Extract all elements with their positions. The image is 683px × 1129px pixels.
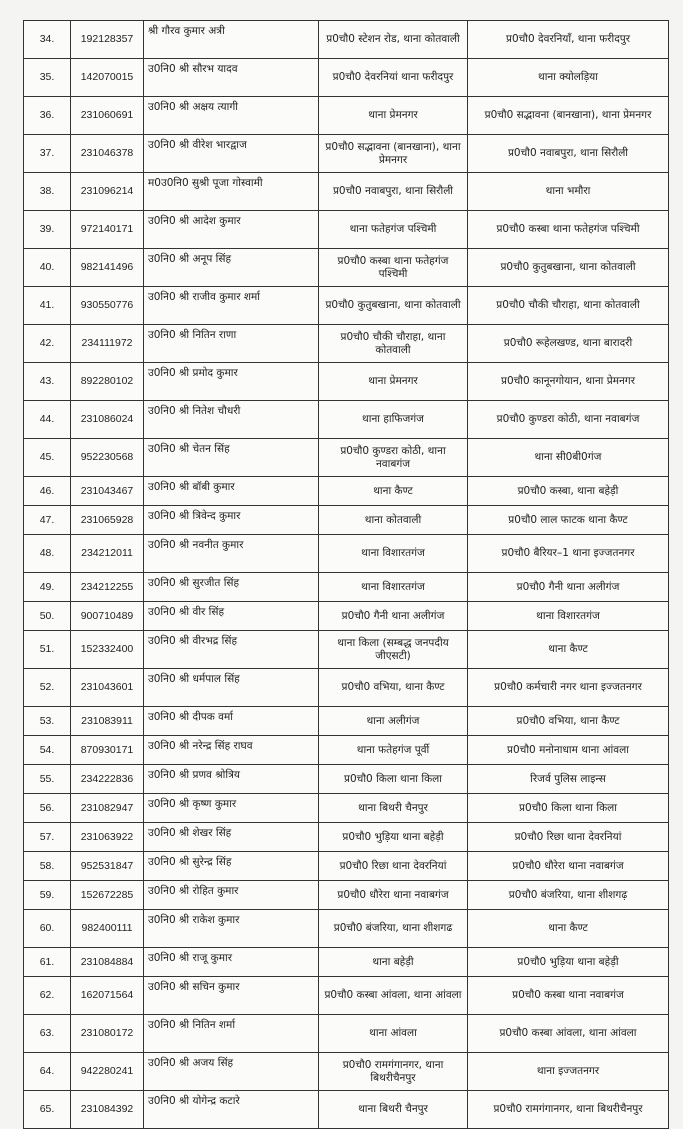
current-posting-cell: प्र0चौ0 सद्भावना (बानखाना), थाना प्रेमनगर [319, 135, 468, 173]
serial-number-cell: 44. [24, 401, 71, 439]
new-posting-cell: प्र0चौ0 चौकी चौराहा, थाना कोतवाली [468, 287, 669, 325]
officer-name-cell: उ0नि0 श्री वीरेश भारद्वाज [144, 135, 319, 173]
new-posting-cell: प्र0चौ0 कस्बा थाना नवाबगंज [468, 977, 669, 1015]
serial-number-cell: 57. [24, 823, 71, 852]
pno-cell: 231043601 [71, 669, 144, 707]
serial-number-cell: 43. [24, 363, 71, 401]
serial-number-cell: 47. [24, 506, 71, 535]
new-posting-cell: थाना भमौरा [468, 173, 669, 211]
pno-cell: 972140171 [71, 211, 144, 249]
table-row [24, 881, 669, 910]
new-posting-cell: प्र0चौ0 गैनी थाना अलीगंज [468, 573, 669, 602]
new-posting-cell: प्र0चौ0 कर्मचारी नगर थाना इज्जतनगर [468, 669, 669, 707]
new-posting-cell: रिजर्व पुलिस लाइन्स [468, 765, 669, 794]
pno-cell: 234212011 [71, 535, 144, 573]
serial-number-cell: 54. [24, 736, 71, 765]
new-posting-cell: थाना कैण्ट [468, 910, 669, 948]
pno-cell: 231096214 [71, 173, 144, 211]
new-posting-cell: प्र0चौ0 बैरियर–1 थाना इज्जतनगर [468, 535, 669, 573]
officer-name-cell: उ0नि0 श्री शेखर सिंह [144, 823, 319, 852]
table-row [24, 573, 669, 602]
new-posting-cell: प्र0चौ0 देवरनियाँ, थाना फरीदपुर [468, 21, 669, 59]
officer-name-cell: उ0नि0 श्री बॉबी कुमार [144, 477, 319, 506]
current-posting-cell: थाना बहेड़ी [319, 948, 468, 977]
officer-name-cell: उ0नि0 श्री धर्मपाल सिंह [144, 669, 319, 707]
pno-cell: 952230568 [71, 439, 144, 477]
table-row [24, 948, 669, 977]
current-posting-cell: प्र0चौ0 कुतुबखाना, थाना कोतवाली [319, 287, 468, 325]
serial-number-cell: 58. [24, 852, 71, 881]
officer-name-cell: उ0नि0 श्री वीरभद्र सिंह [144, 631, 319, 669]
table-row [24, 1053, 669, 1091]
serial-number-cell: 34. [24, 21, 71, 59]
new-posting-cell: प्र0चौ0 कस्बा, थाना बहेड़ी [468, 477, 669, 506]
pno-cell: 231083911 [71, 707, 144, 736]
pno-cell: 231084392 [71, 1091, 144, 1129]
current-posting-cell: थाना प्रेमनगर [319, 97, 468, 135]
pno-cell: 231060691 [71, 97, 144, 135]
current-posting-cell: प्र0चौ0 किला थाना किला [319, 765, 468, 794]
table-row [24, 439, 669, 477]
officer-name-cell: उ0नि0 श्री नरेन्द्र सिंह राघव [144, 736, 319, 765]
pno-cell: 234111972 [71, 325, 144, 363]
current-posting-cell: थाना प्रेमनगर [319, 363, 468, 401]
new-posting-cell: प्र0चौ0 नवाबपुरा, थाना सिरौली [468, 135, 669, 173]
serial-number-cell: 35. [24, 59, 71, 97]
pno-cell: 231063922 [71, 823, 144, 852]
officer-name-cell: उ0नि0 श्री राकेश कुमार [144, 910, 319, 948]
current-posting-cell: थाना विशारतगंज [319, 573, 468, 602]
current-posting-cell: थाना फतेहगंज पूर्वी [319, 736, 468, 765]
current-posting-cell: थाना कोतवाली [319, 506, 468, 535]
serial-number-cell: 39. [24, 211, 71, 249]
serial-number-cell: 45. [24, 439, 71, 477]
pno-cell: 930550776 [71, 287, 144, 325]
new-posting-cell: थाना इज्जतनगर [468, 1053, 669, 1091]
officer-name-cell: उ0नि0 श्री नितेश चौधरी [144, 401, 319, 439]
new-posting-cell: प्र0चौ0 कुण्डरा कोठी, थाना नवाबगंज [468, 401, 669, 439]
table-row [24, 977, 669, 1015]
pno-cell: 231065928 [71, 506, 144, 535]
serial-number-cell: 65. [24, 1091, 71, 1129]
serial-number-cell: 41. [24, 287, 71, 325]
serial-number-cell: 63. [24, 1015, 71, 1053]
current-posting-cell: थाना किला (सम्बद्ध जनपदीय जीएसटी) [319, 631, 468, 669]
current-posting-cell: थाना विशारतगंज [319, 535, 468, 573]
serial-number-cell: 64. [24, 1053, 71, 1091]
current-posting-cell: प्र0चौ0 गैनी थाना अलीगंज [319, 602, 468, 631]
current-posting-cell: प्र0चौ0 धौरेरा थाना नवाबगंज [319, 881, 468, 910]
new-posting-cell: थाना कैण्ट [468, 631, 669, 669]
serial-number-cell: 55. [24, 765, 71, 794]
table-row [24, 135, 669, 173]
table-row [24, 1091, 669, 1129]
current-posting-cell: थाना कैण्ट [319, 477, 468, 506]
table-row [24, 325, 669, 363]
officer-name-cell: उ0नि0 श्री नितिन शर्मा [144, 1015, 319, 1053]
pno-cell: 952531847 [71, 852, 144, 881]
officer-name-cell: उ0नि0 श्री योगेन्द्र कटारे [144, 1091, 319, 1129]
new-posting-cell: प्र0चौ0 रामगंगानगर, थाना बिथरीचैनपुर [468, 1091, 669, 1129]
table-row [24, 1015, 669, 1053]
table-row [24, 707, 669, 736]
serial-number-cell: 36. [24, 97, 71, 135]
pno-cell: 231043467 [71, 477, 144, 506]
new-posting-cell: प्र0चौ0 कुतुबखाना, थाना कोतवाली [468, 249, 669, 287]
new-posting-cell: प्र0चौ0 रिछा थाना देवरनियां [468, 823, 669, 852]
officer-name-cell: उ0नि0 श्री अनूप सिंह [144, 249, 319, 287]
serial-number-cell: 62. [24, 977, 71, 1015]
new-posting-cell: प्र0चौ0 बंजरिया, थाना शीशगढ़ [468, 881, 669, 910]
table-row [24, 363, 669, 401]
pno-cell: 231080172 [71, 1015, 144, 1053]
pno-cell: 162071564 [71, 977, 144, 1015]
table-row [24, 910, 669, 948]
current-posting-cell: प्र0चौ0 नवाबपुरा, थाना सिरौली [319, 173, 468, 211]
table-row [24, 794, 669, 823]
pno-cell: 231082947 [71, 794, 144, 823]
current-posting-cell: थाना अलीगंज [319, 707, 468, 736]
table-row [24, 852, 669, 881]
new-posting-cell: प्र0चौ0 धौरेरा थाना नवाबगंज [468, 852, 669, 881]
officer-name-cell: उ0नि0 श्री सौरभ यादव [144, 59, 319, 97]
serial-number-cell: 42. [24, 325, 71, 363]
current-posting-cell: प्र0चौ0 कुण्डरा कोठी, थाना नवाबगंज [319, 439, 468, 477]
serial-number-cell: 48. [24, 535, 71, 573]
pno-cell: 152672285 [71, 881, 144, 910]
officer-name-cell: उ0नि0 श्री सचिन कुमार [144, 977, 319, 1015]
officer-name-cell: उ0नि0 श्री चेतन सिंह [144, 439, 319, 477]
pno-cell: 152332400 [71, 631, 144, 669]
current-posting-cell: प्र0चौ0 स्टेशन रोड, थाना कोतवाली [319, 21, 468, 59]
table-row [24, 669, 669, 707]
officer-name-cell: उ0नि0 श्री राजीव कुमार शर्मा [144, 287, 319, 325]
pno-cell: 982141496 [71, 249, 144, 287]
officer-name-cell: उ0नि0 श्री अक्षय त्यागी [144, 97, 319, 135]
table-row [24, 21, 669, 59]
new-posting-cell: प्र0चौ0 कस्बा थाना फतेहगंज पश्चिमी [468, 211, 669, 249]
pno-cell: 870930171 [71, 736, 144, 765]
officer-name-cell: उ0नि0 श्री राजू कुमार [144, 948, 319, 977]
serial-number-cell: 53. [24, 707, 71, 736]
serial-number-cell: 60. [24, 910, 71, 948]
officer-name-cell: उ0नि0 श्री नितिन राणा [144, 325, 319, 363]
pno-cell: 234212255 [71, 573, 144, 602]
new-posting-cell: प्र0चौ0 मनोनाधाम थाना आंवला [468, 736, 669, 765]
current-posting-cell: प्र0चौ0 देवरनियां थाना फरीदपुर [319, 59, 468, 97]
pno-cell: 142070015 [71, 59, 144, 97]
current-posting-cell: थाना बिथरी चैनपुर [319, 794, 468, 823]
new-posting-cell: थाना विशारतगंज [468, 602, 669, 631]
serial-number-cell: 46. [24, 477, 71, 506]
table-body [24, 21, 669, 1129]
serial-number-cell: 61. [24, 948, 71, 977]
current-posting-cell: थाना बिथरी चैनपुर [319, 1091, 468, 1129]
transfer-table [23, 20, 669, 1129]
officer-name-cell: उ0नि0 श्री त्रिवेन्द कुमार [144, 506, 319, 535]
serial-number-cell: 51. [24, 631, 71, 669]
table-row [24, 287, 669, 325]
new-posting-cell: प्र0चौ0 कस्बा आंवला, थाना आंवला [468, 1015, 669, 1053]
pno-cell: 900710489 [71, 602, 144, 631]
current-posting-cell: प्र0चौ0 रिछा थाना देवरनियां [319, 852, 468, 881]
table-row [24, 401, 669, 439]
new-posting-cell: प्र0चौ0 सद्भावना (बानखाना), थाना प्रेमनगर [468, 97, 669, 135]
current-posting-cell: प्र0चौ0 कस्बा आंवला, थाना आंवला [319, 977, 468, 1015]
pno-cell: 892280102 [71, 363, 144, 401]
serial-number-cell: 38. [24, 173, 71, 211]
officer-name-cell: उ0नि0 श्री सुरजीत सिंह [144, 573, 319, 602]
current-posting-cell: प्र0चौ0 भुड़िया थाना बहेड़ी [319, 823, 468, 852]
officer-name-cell: उ0नि0 श्री दीपक वर्मा [144, 707, 319, 736]
officer-name-cell: उ0नि0 श्री अजय सिंह [144, 1053, 319, 1091]
new-posting-cell: प्र0चौ0 लाल फाटक थाना कैण्ट [468, 506, 669, 535]
current-posting-cell: प्र0चौ0 रामगंगानगर, थाना बिथरीचैनपुर [319, 1053, 468, 1091]
new-posting-cell: प्र0चौ0 किला थाना किला [468, 794, 669, 823]
officer-name-cell: उ0नि0 श्री सुरेन्द्र सिंह [144, 852, 319, 881]
table-row [24, 477, 669, 506]
current-posting-cell: प्र0चौ0 कस्बा थाना फतेहगंज पश्चिमी [319, 249, 468, 287]
pno-cell: 231086024 [71, 401, 144, 439]
current-posting-cell: थाना हाफिजगंज [319, 401, 468, 439]
new-posting-cell: प्र0चौ0 रूहेलखण्ड, थाना बारादरी [468, 325, 669, 363]
table-row [24, 765, 669, 794]
current-posting-cell: थाना आंवला [319, 1015, 468, 1053]
officer-name-cell: उ0नि0 श्री प्रमोद कुमार [144, 363, 319, 401]
table-row [24, 631, 669, 669]
table-row [24, 506, 669, 535]
new-posting-cell: प्र0चौ0 भुड़िया थाना बहेड़ी [468, 948, 669, 977]
current-posting-cell: प्र0चौ0 वभिया, थाना कैण्ट [319, 669, 468, 707]
pno-cell: 234222836 [71, 765, 144, 794]
table-row [24, 97, 669, 135]
current-posting-cell: थाना फतेहगंज पश्चिमी [319, 211, 468, 249]
officer-name-cell: उ0नि0 श्री प्रणव श्रोत्रिय [144, 765, 319, 794]
pno-cell: 942280241 [71, 1053, 144, 1091]
table-row [24, 249, 669, 287]
serial-number-cell: 59. [24, 881, 71, 910]
pno-cell: 231084884 [71, 948, 144, 977]
officer-name-cell: म0उ0नि0 सुश्री पूजा गोस्वामी [144, 173, 319, 211]
serial-number-cell: 49. [24, 573, 71, 602]
officer-name-cell: उ0नि0 श्री नवनीत कुमार [144, 535, 319, 573]
new-posting-cell: थाना क्योलड़िया [468, 59, 669, 97]
table-row [24, 602, 669, 631]
new-posting-cell: थाना सी0बी0गंज [468, 439, 669, 477]
officer-name-cell: उ0नि0 श्री रोहित कुमार [144, 881, 319, 910]
officer-name-cell: श्री गौरव कुमार अत्री [144, 21, 319, 59]
pno-cell: 192128357 [71, 21, 144, 59]
serial-number-cell: 37. [24, 135, 71, 173]
serial-number-cell: 40. [24, 249, 71, 287]
officer-name-cell: उ0नि0 श्री आदेश कुमार [144, 211, 319, 249]
new-posting-cell: प्र0चौ0 वभिया, थाना कैण्ट [468, 707, 669, 736]
pno-cell: 231046378 [71, 135, 144, 173]
officer-name-cell: उ0नि0 श्री कृष्ण कुमार [144, 794, 319, 823]
table-row [24, 535, 669, 573]
table-row [24, 823, 669, 852]
officer-name-cell: उ0नि0 श्री वीर सिंह [144, 602, 319, 631]
table-row [24, 211, 669, 249]
serial-number-cell: 52. [24, 669, 71, 707]
serial-number-cell: 56. [24, 794, 71, 823]
current-posting-cell: प्र0चौ0 बंजरिया, थाना शीशगढ [319, 910, 468, 948]
new-posting-cell: प्र0चौ0 कानूनगोयान, थाना प्रेमनगर [468, 363, 669, 401]
serial-number-cell: 50. [24, 602, 71, 631]
pno-cell: 982400111 [71, 910, 144, 948]
table-row [24, 736, 669, 765]
table-row [24, 173, 669, 211]
current-posting-cell: प्र0चौ0 चौकी चौराहा, थाना कोतवाली [319, 325, 468, 363]
table-row [24, 59, 669, 97]
